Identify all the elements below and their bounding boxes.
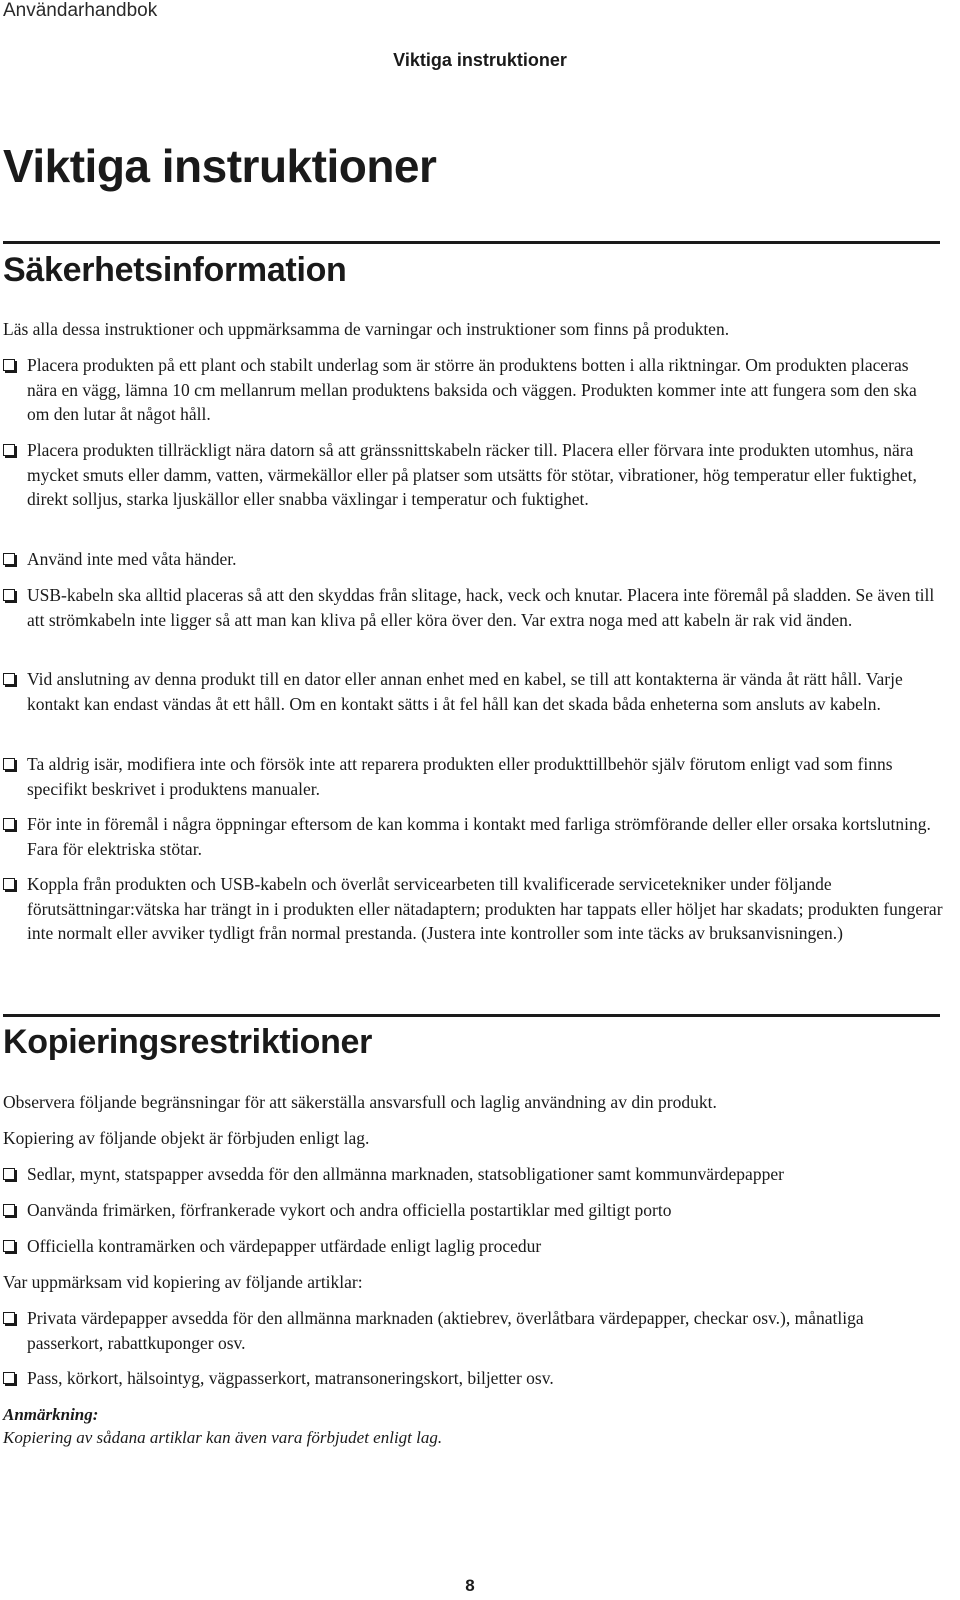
note-text: Kopiering av sådana artiklar kan även vara förbjudet enligt lag. (3, 1428, 443, 1447)
list-item: Oanvända frimärken, förfrankerade vykort och andra officiella postartiklar med giltigt porto (3, 1198, 943, 1223)
checkbox-bullet-icon (3, 359, 15, 371)
list-item: Officiella kontramärken och värdepapper utfärdade enligt laglig procedur (3, 1234, 943, 1259)
checkbox-bullet-icon (3, 1168, 15, 1180)
list-item: Placera produkten tillräckligt nära datorn så att gränssnittskabeln räcker till. Placera eller förvara inte produkten utomhus, nära mycket smuts eller damm, vatten, värmekällor eller på platser som utsätts för stötar, vibrationer, hög temperatur eller fuktighet, direkt solljus, starka ljuskällor eller snabba växlingar i temperatur och fuktighet. (3, 438, 943, 512)
copy-intro: Observera följande begränsningar för att säkerställa ansvarsfull och laglig användning av din produkt. (3, 1092, 717, 1112)
running-head: Användarhandbok (3, 0, 158, 21)
copy-heading: Kopieringsrestriktioner (3, 1023, 373, 1061)
checkbox-bullet-icon (3, 1240, 15, 1252)
list-item: Privata värdepapper avsedda för den allmänna marknaden (aktiebrev, överlåtbara värdepapper, checkar osv.), månatliga passerkort, rabattkuponger osv. (3, 1306, 943, 1355)
checkbox-bullet-icon (3, 758, 15, 770)
checkbox-bullet-icon (3, 878, 15, 890)
prohibited-intro: Kopiering av följande objekt är förbjuden enligt lag. (3, 1128, 370, 1148)
list-item: Placera produkten på ett plant och stabilt underlag som är större än produktens botten i alla riktningar. Om produkten placeras nära en vägg, lämna 10 cm mellanrum mellan produktens baksida och väggen. Produkten kommer inte att fungera som den ska om den lutar åt något håll. (3, 353, 943, 427)
checkbox-bullet-icon (3, 818, 15, 830)
section-rule-copy (3, 1014, 940, 1017)
safety-intro: Läs alla dessa instruktioner och uppmärksamma de varningar och instruktioner som finns på produkten. (3, 319, 730, 339)
list-item: USB-kabeln ska alltid placeras så att den skyddas från slitage, hack, veck och knutar. Placera inte föremål på sladden. Se även till att strömkabeln inte ligger så att man kan kliva på eller köra över den. Var extra noga med att kabeln är rak vid änden. (3, 583, 943, 632)
list-item: För inte in föremål i några öppningar eftersom de kan komma i kontakt med farliga strömförande deller eller orsaka kortslutning. Fara för elektriska stötar. (3, 812, 943, 861)
checkbox-bullet-icon (3, 1204, 15, 1216)
note-label: Anmärkning: (3, 1405, 99, 1424)
caution-intro: Var uppmärksam vid kopiering av följande artiklar: (3, 1272, 363, 1292)
checkbox-bullet-icon (3, 1372, 15, 1384)
checkbox-bullet-icon (3, 673, 15, 685)
section-rule-safety (3, 241, 940, 244)
page-number: 8 (465, 1576, 475, 1595)
list-item: Använd inte med våta händer. (3, 547, 943, 572)
list-item: Koppla från produkten och USB-kabeln och överlåt servicearbeten till kvalificerade servicetekniker under följande förutsättningar:vätska har trängt in i produkten eller nätadaptern; produkten har tappats eller höljet har skadats; produkten fungerar inte normalt eller avviker tydligt från normal prestanda. (Justera inte kontroller som inte täcks av bruksanvisningen.) (3, 872, 943, 946)
checkbox-bullet-icon (3, 589, 15, 601)
list-item: Vid anslutning av denna produkt till en dator eller annan enhet med en kabel, se till att kontakterna är vända åt rätt håll. Varje kontakt kan endast vändas åt ett håll. Om en kontakt sätts i åt fel håll kan det skada båda enheterna som ansluts av kabeln. (3, 667, 943, 716)
checkbox-bullet-icon (3, 1312, 15, 1324)
list-item: Sedlar, mynt, statspapper avsedda för den allmänna marknaden, statsobligationer samt kommunvärdepapper (3, 1162, 943, 1187)
safety-heading: Säkerhetsinformation (3, 251, 347, 289)
list-item: Pass, körkort, hälsointyg, vägpasserkort, matransoneringskort, biljetter osv. (3, 1366, 943, 1391)
list-item: Ta aldrig isär, modifiera inte och försök inte att reparera produkten eller produkttillbehör själv förutom enligt vad som finns specifikt beskrivet i produktens manualer. (3, 752, 943, 801)
checkbox-bullet-icon (3, 553, 15, 565)
chapter-title: Viktiga instruktioner (3, 140, 437, 192)
section-head: Viktiga instruktioner (393, 50, 567, 70)
checkbox-bullet-icon (3, 444, 15, 456)
